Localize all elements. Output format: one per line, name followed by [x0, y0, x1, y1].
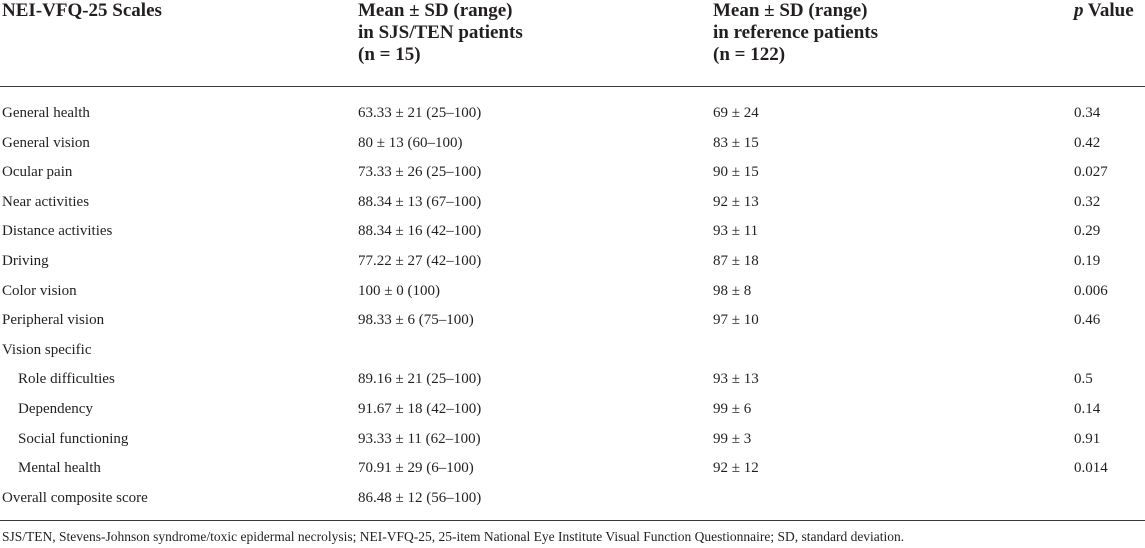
cell-scale: Near activities: [2, 193, 90, 210]
cell-sjs-ten: 80 ± 13 (60–100): [358, 134, 463, 151]
cell-p-value: 0.29: [1074, 223, 1101, 240]
cell-scale: General vision: [2, 134, 90, 151]
table-row: [0, 247, 1145, 277]
cell-reference: 99 ± 3: [713, 430, 752, 447]
cell-sjs-ten: 100 ± 0 (100): [358, 282, 440, 299]
cell-p-value: 0.19: [1074, 252, 1101, 269]
cell-scale: Ocular pain: [2, 164, 73, 181]
header-scale: [2, 0, 162, 22]
table-bottom-rule: [0, 520, 1145, 521]
cell-sjs-ten: 98.33 ± 6 (75–100): [358, 312, 474, 329]
cell-p-value: 0.14: [1074, 400, 1101, 417]
cell-scale: Peripheral vision: [2, 312, 105, 329]
cell-p-value: 0.32: [1074, 193, 1101, 210]
cell-scale: Role difficulties: [18, 371, 115, 388]
cell-scale: Social functioning: [18, 430, 129, 447]
cell-p-value: 0.46: [1074, 312, 1101, 329]
header-p-rest: Value: [1083, 0, 1134, 21]
header-ref-line3: (n = 122): [713, 44, 786, 65]
table-row: [0, 129, 1145, 159]
table-row: [0, 158, 1145, 188]
cell-sjs-ten: 88.34 ± 16 (42–100): [358, 223, 482, 240]
cell-scale: Vision specific: [2, 341, 92, 358]
cell-sjs-ten: 73.33 ± 26 (25–100): [358, 164, 482, 181]
cell-p-value: 0.5: [1074, 371, 1093, 388]
cell-reference: 87 ± 18: [713, 252, 759, 269]
cell-p-value: 0.027: [1074, 164, 1108, 181]
header-ref-line2: in reference patients: [713, 22, 878, 43]
cell-reference: 98 ± 8: [713, 282, 752, 299]
cell-reference: 83 ± 15: [713, 134, 759, 151]
table-row: [0, 217, 1145, 247]
cell-reference: 90 ± 15: [713, 164, 759, 181]
header-sjs: [358, 0, 523, 66]
cell-p-value: 0.014: [1074, 460, 1108, 477]
header-reference: [713, 0, 878, 66]
cell-sjs-ten: 91.67 ± 18 (42–100): [358, 400, 482, 417]
cell-scale: Mental health: [18, 460, 101, 477]
cell-reference: 69 ± 24: [713, 105, 759, 121]
cell-sjs-ten: 93.33 ± 11 (62–100): [358, 430, 481, 447]
table-row: [0, 306, 1145, 336]
table-header: [0, 0, 1145, 87]
cell-scale: Overall composite score: [2, 489, 148, 506]
table-row: [0, 395, 1145, 425]
header-scale-label: NEI-VFQ-25 Scales: [2, 0, 162, 21]
header-sjs-line3: (n = 15): [358, 44, 421, 65]
table-row: [0, 365, 1145, 395]
table-body: [0, 87, 1145, 513]
cell-sjs-ten: 63.33 ± 21 (25–100): [358, 105, 482, 121]
cell-reference: 97 ± 10: [713, 312, 759, 329]
table-row: [0, 336, 1145, 366]
table-row: [0, 188, 1145, 218]
table-row: [0, 277, 1145, 307]
cell-reference: 92 ± 13: [713, 193, 759, 210]
table-row: [0, 454, 1145, 484]
cell-reference: 92 ± 12: [713, 460, 759, 477]
cell-sjs-ten: 88.34 ± 13 (67–100): [358, 193, 482, 210]
cell-scale: Distance activities: [2, 223, 113, 240]
header-sjs-line2: in SJS/TEN patients: [358, 22, 523, 43]
table-row: [0, 484, 1145, 514]
cell-p-value: 0.91: [1074, 430, 1101, 447]
cell-reference: 99 ± 6: [713, 400, 752, 417]
cell-reference: 93 ± 11: [713, 223, 759, 240]
cell-p-value: 0.006: [1074, 282, 1108, 299]
cell-scale: General health: [2, 105, 90, 121]
table-footnote: SJS/TEN, Stevens-Johnson syndrome/toxic epidermal necrolysis; NEI-VFQ-25, 25-item National Eye Institute Visual Function Questionnaire; SD, standard deviation.: [2, 529, 905, 544]
cell-reference: 93 ± 13: [713, 371, 759, 388]
cell-sjs-ten: 86.48 ± 12 (56–100): [358, 489, 482, 506]
cell-p-value: 0.34: [1074, 105, 1101, 121]
header-ref-line1: Mean ± SD (range): [713, 0, 868, 21]
header-p-italic: p: [1074, 0, 1084, 21]
header-p-value: [1074, 0, 1134, 22]
cell-scale: Dependency: [18, 400, 93, 417]
header-sjs-line1: Mean ± SD (range): [358, 0, 513, 21]
table-row: [0, 99, 1145, 129]
cell-sjs-ten: 70.91 ± 29 (6–100): [358, 460, 474, 477]
cell-scale: Color vision: [2, 282, 77, 299]
table-row: [0, 425, 1145, 455]
cell-scale: Driving: [2, 252, 49, 269]
cell-sjs-ten: 89.16 ± 21 (25–100): [358, 371, 482, 388]
cell-sjs-ten: 77.22 ± 27 (42–100): [358, 252, 482, 269]
cell-p-value: 0.42: [1074, 134, 1101, 151]
